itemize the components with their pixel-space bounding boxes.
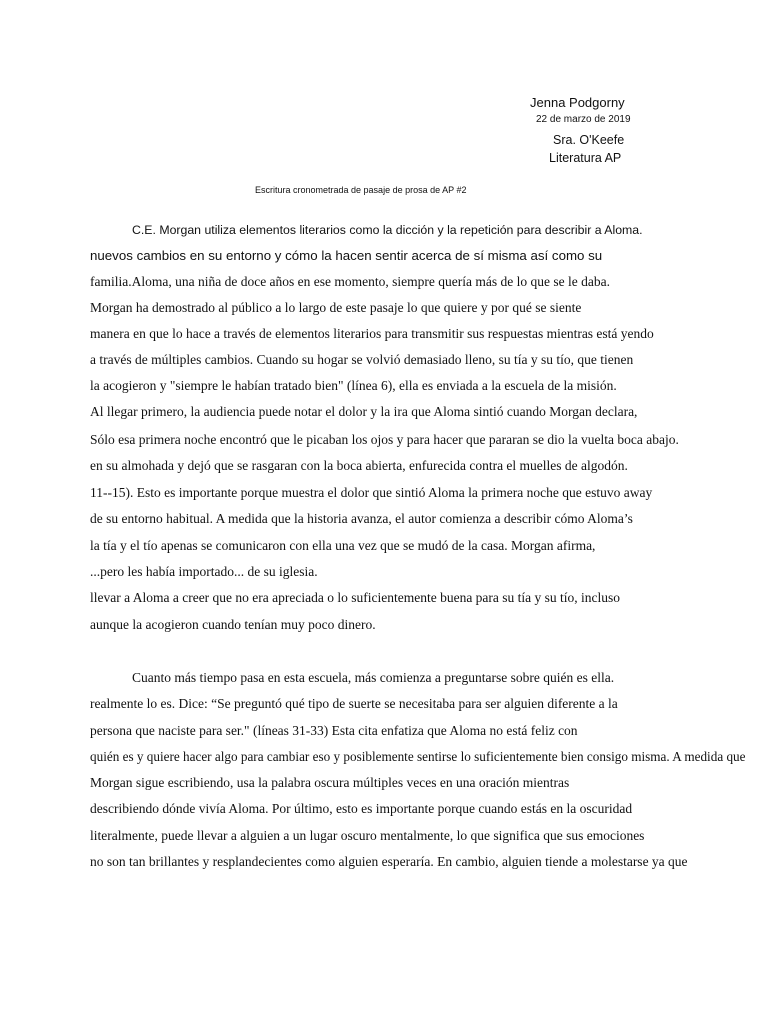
paragraph-line: de su entorno habitual. A medida que la historia avanza, el autor comienza a describir cómo Aloma’s [90, 511, 633, 526]
paragraph-line: no son tan brillantes y resplandecientes como alguien esperaría. En cambio, alguien tiende a molestarse ya que [90, 854, 688, 869]
paragraph-line: Morgan ha demostrado al público a lo largo de este pasaje lo que quiere y por qué se siente [90, 300, 582, 315]
paragraph-line: manera en que lo hace a través de elementos literarios para transmitir sus respuestas mientras está yendo [90, 326, 654, 341]
teacher-name: Sra. O'Keefe [553, 133, 625, 147]
paragraph-line: llevar a Aloma a creer que no era apreciada o lo suficientemente buena para su tía y su tío, incluso [90, 590, 621, 605]
paragraph-line: nuevos cambios en su entorno y cómo la hacen sentir acerca de sí misma así como su [90, 248, 603, 263]
paragraph-line: Al llegar primero, la audiencia puede notar el dolor y la ira que Aloma sintió cuando Morgan declara, [90, 404, 638, 419]
author-name: Jenna Podgorny [530, 95, 625, 110]
essay-title: Escritura cronometrada de pasaje de prosa de AP #2 [255, 185, 467, 195]
paragraph-line: familia.Aloma, una niña de doce años en ese momento, siempre quería más de lo que se le daba. [90, 274, 610, 289]
class-name: Literatura AP [549, 151, 622, 165]
paragraph-line: Morgan sigue escribiendo, usa la palabra oscura múltiples veces en una oración mientras [90, 775, 570, 790]
paragraph-line: 11--15). Esto es importante porque muestra el dolor que sintió Aloma la primera noche que estuvo away [90, 485, 653, 500]
paragraph-line: aunque la acogieron cuando tenían muy poco dinero. [90, 617, 376, 632]
paragraph-line: C.E. Morgan utiliza elementos literarios como la dicción y la repetición para describir a Aloma. [132, 223, 643, 237]
paragraph-line: realmente lo es. Dice: “Se preguntó qué tipo de suerte se necesitaba para ser alguien diferente a la [90, 696, 618, 711]
paragraph-line: a través de múltiples cambios. Cuando su hogar se volvió demasiado lleno, su tía y su tío, que tienen [90, 352, 634, 367]
paragraph-line: ...pero les había importado... de su iglesia. [90, 564, 318, 579]
paragraph-line: literalmente, puede llevar a alguien a un lugar oscuro mentalmente, lo que significa que sus emociones [90, 828, 645, 843]
paragraph-line: la tía y el tío apenas se comunicaron con ella una vez que se mudó de la casa. Morgan afirma, [90, 538, 596, 553]
paragraph-line: quién es y quiere hacer algo para cambiar eso y posiblemente sentirse lo suficientemente bien consigo misma. A medida que [90, 749, 746, 764]
paragraph-line: Sólo esa primera noche encontró que le picaban los ojos y para hacer que pararan se dio la vuelta boca abajo. [90, 432, 679, 447]
essay-date: 22 de marzo de 2019 [536, 114, 631, 125]
paragraph-line: en su almohada y dejó que se rasgaran con la boca abierta, enfurecida contra el muelles de algodón. [90, 458, 628, 473]
paragraph-line: persona que naciste para ser." (líneas 31-33) Esta cita enfatiza que Aloma no está feliz con [90, 723, 578, 738]
paragraph-line: describiendo dónde vivía Aloma. Por último, esto es importante porque cuando estás en la oscuridad [90, 801, 633, 816]
paragraph-line: la acogieron y "siempre le habían tratado bien" (línea 6), ella es enviada a la escuela de la misión. [90, 378, 617, 393]
paragraph-line: Cuanto más tiempo pasa en esta escuela, más comienza a preguntarse sobre quién es ella. [132, 670, 615, 685]
